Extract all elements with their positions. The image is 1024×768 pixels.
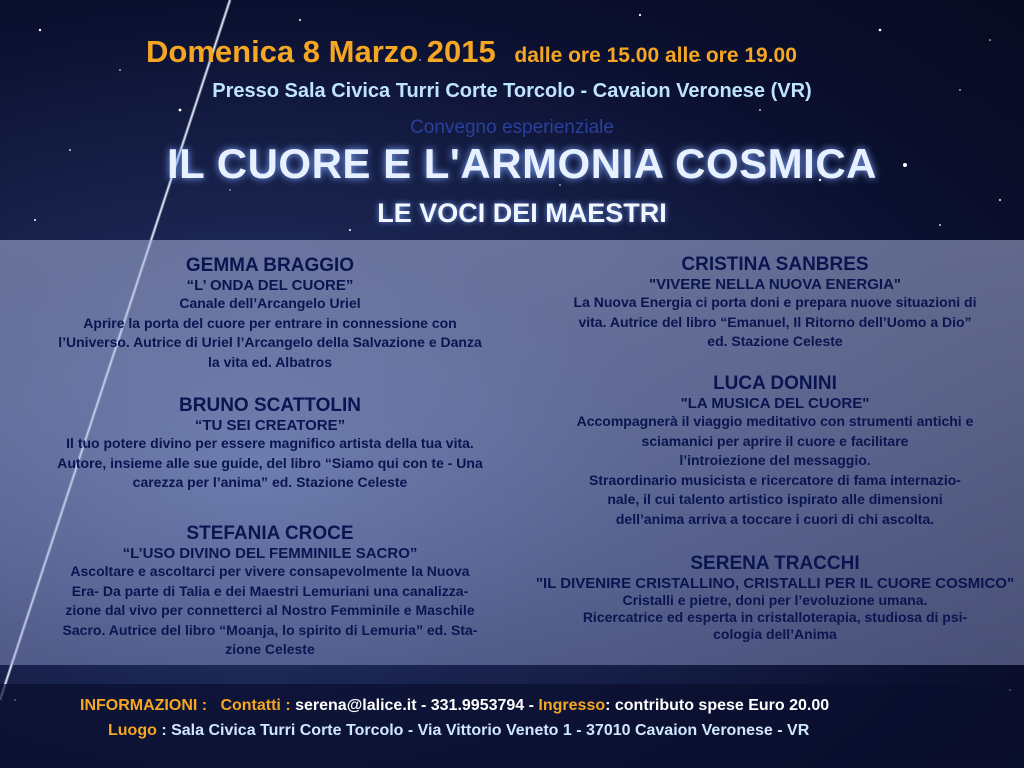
speaker-line: dell’anima arriva a toccare i cuori di chi ascolta. [615, 510, 935, 527]
speaker-line: Il tuo potere divino per essere magnifico artista della tua vita. [66, 435, 474, 451]
speaker-line: Canale dell’Arcangelo Uriel [179, 295, 361, 311]
speaker-line: ed. Stazione Celeste [707, 333, 843, 349]
speaker-line: carezza per l’anima” ed. Stazione Celeste [132, 474, 408, 490]
event-subtitle: Convegno esperienziale [410, 117, 614, 138]
speaker-name: STEFANIA CROCE [186, 523, 354, 544]
entry-label: Ingresso [538, 697, 606, 714]
hours-text: dalle ore 15.00 alle ore 19.00 [514, 44, 797, 67]
talk-title: “L’ ONDA DEL CUORE” [186, 277, 354, 294]
event-date [146, 34, 797, 70]
talk-title: “L’USO DIVINO DEL FEMMINILE SACRO” [122, 545, 418, 562]
speaker-line: Autore, insieme alle sue guide, del libro “Siamo qui con te - Una [57, 454, 483, 471]
speaker-name: BRUNO SCATTOLIN [179, 395, 361, 416]
speaker-line: zione dal vivo per connetterci al Nostro Femminile e Maschile [65, 602, 475, 618]
contacts-label: Contatti : [220, 697, 291, 714]
event-title-secondary: LE VOCI DEI MAESTRI [377, 198, 667, 228]
talk-title: "VIVERE NELLA NUOVA ENERGIA" [648, 276, 902, 293]
event-title: IL CUORE E L'ARMONIA COSMICA [167, 140, 877, 187]
speaker-name: LUCA DONINI [713, 373, 837, 394]
contacts-value[interactable]: serena@lalice.it - 331.9953794 - [295, 697, 534, 714]
speaker-line: nale, il cui talento artistico ispirato alle dimensioni [607, 491, 943, 507]
speaker-line: vita. Autrice del libro “Emanuel, Il Ritorno dell’Uomo a Dio” [578, 313, 972, 330]
talk-title: “TU SEI CREATORE” [194, 417, 346, 434]
speaker-line: Cristalli e pietre, doni per l’evoluzione umana. [622, 592, 928, 608]
talk-title: "LA MUSICA DEL CUORE" [680, 395, 870, 412]
info-line [80, 697, 829, 715]
speaker-line: sciamanici per aprire il cuore e facilitare [641, 432, 909, 449]
speaker-line: Ascoltare e ascoltarci per vivere consapevolmente la Nuova [70, 563, 470, 579]
speaker-line: La Nuova Energia ci porta doni e prepara nuove situazioni di [573, 294, 977, 310]
speaker-block [535, 373, 1015, 529]
speaker-block [10, 523, 530, 660]
speaker-line: Era- Da parte di Talia e dei Maestri Lemuriani una canalizza- [71, 582, 469, 599]
place-label: Luogo [108, 722, 157, 739]
entry-value: : contributo spese Euro 20.00 [605, 697, 830, 714]
speaker-line: Aprire la porta del cuore per entrare in connessione con [83, 314, 457, 331]
speaker-name: GEMMA BRAGGIO [185, 255, 355, 276]
speaker-line: la vita ed. Albatros [208, 353, 332, 370]
speaker-name: CRISTINA SANBRES [681, 254, 869, 275]
speakers-panel [0, 240, 1024, 665]
speaker-line: l’introiezione del messaggio. [679, 452, 871, 468]
place-value: : Sala Civica Turri Corte Torcolo - Via Vittorio Veneto 1 - 37010 Cavaion Veronese - VR [161, 722, 810, 739]
speaker-line: l’Universo. Autrice di Uriel l’Arcangelo della Salvazione e Danza [58, 334, 482, 350]
date-text: Domenica 8 Marzo 2015 [146, 34, 496, 69]
speaker-line: Straordinario musicista e ricercatore di fama internazio- [589, 471, 961, 488]
speaker-line: cologia dell’Anima [713, 626, 837, 642]
speaker-line: Accompagnerà il viaggio meditativo con strumenti antichi e [576, 413, 974, 429]
venue-text: Presso Sala Civica Turri Corte Torcolo - Cavaion Veronese (VR) [212, 80, 812, 102]
info-label: INFORMAZIONI : [80, 697, 208, 714]
speaker-block [535, 254, 1015, 352]
speaker-block [535, 553, 1015, 643]
speaker-block [10, 395, 530, 493]
place-line [108, 722, 809, 740]
speaker-name: SERENA TRACCHI [690, 553, 860, 574]
speaker-line: Ricercatrice ed esperta in cristalloterapia, studiosa di psi- [582, 609, 968, 625]
speaker-line: zione Celeste [225, 641, 315, 657]
talk-title: "IL DIVENIRE CRISTALLINO, CRISTALLI PER IL CUORE COSMICO" [535, 575, 1015, 592]
speaker-line: Sacro. Autrice del libro “Moanja, lo spirito di Lemuria” ed. Sta- [62, 621, 478, 638]
speaker-block [10, 255, 530, 372]
